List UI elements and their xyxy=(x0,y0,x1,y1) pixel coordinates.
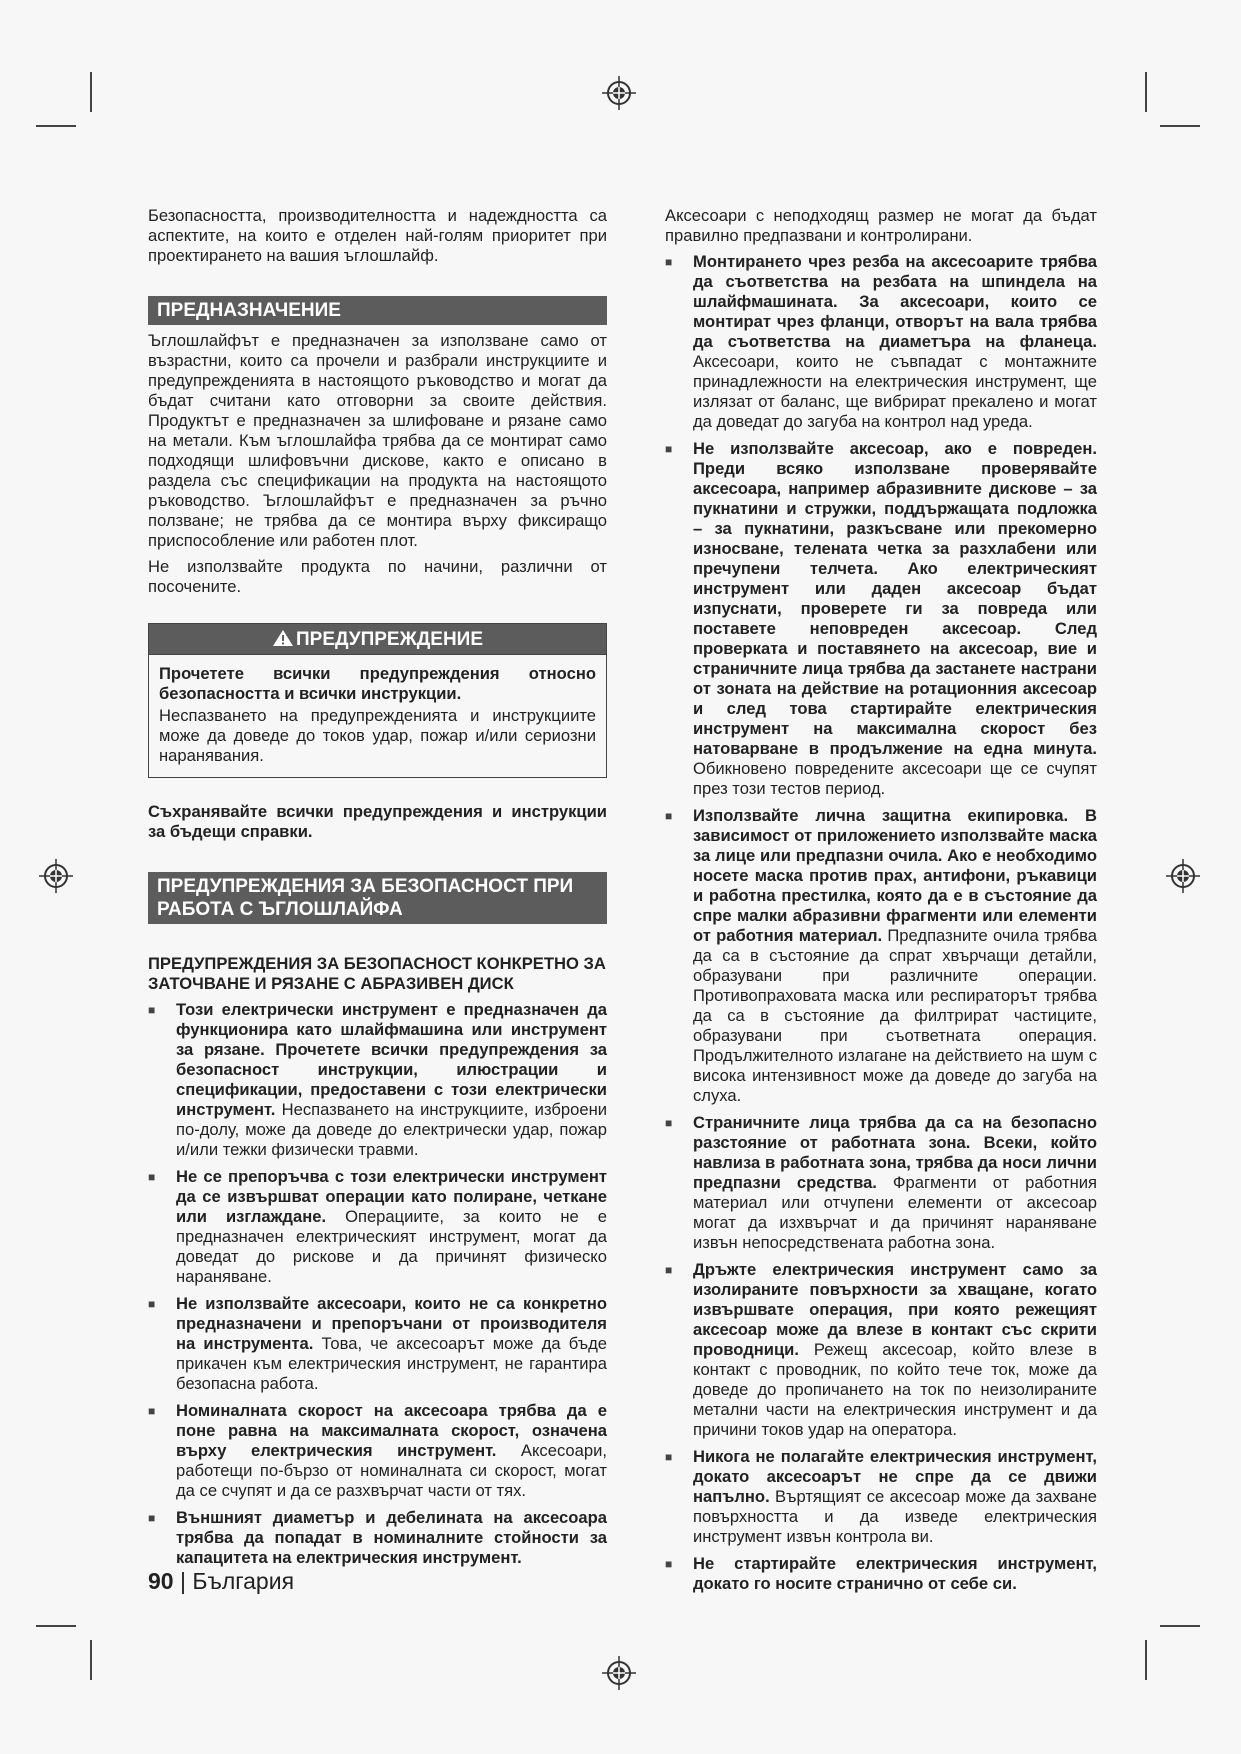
crop-mark xyxy=(36,1625,76,1627)
list-item: ■ Страничните лица трябва да са на безопасно разстояние от работната зона. Всеки, който навлиза в работната зона, трябва да носи лични предпазни средства. Фрагменти от работния материал или отчупени елементи от аксесоар могат да изхвърчат и да причинят нараняване извън непосредствената работна зона. xyxy=(665,1113,1097,1253)
crop-mark xyxy=(90,72,92,112)
list-item: ■ Никога не полагайте електрическия инструмент, докато аксесоарът не спре да се движи напълно. Въртящият се аксесоар може да захване повърхността и да изведе електрическия инструмент извън контрола ви. xyxy=(665,1447,1097,1547)
list-item: ■ Използвайте лична защитна екипировка. В зависимост от приложението използвайте маска за лице или предпазни очила. Ако е необходимо носете маска против прах, антифони, ръкавици и работна престилка, която да е в състояние да спре малки абразивни фрагменти или елементи от работния материал. Предпазните очила трябва да са в състояние да спрат хвърчащи детайли, образувани при различните операции. Противопраховата маска или респираторът трябва да са в състояние да филтрират частиците, образувани при съответната операция. Продължителното излагане на действието на шум с висока интензивност може да доведе до загуба на слуха. xyxy=(665,806,1097,1106)
crop-mark xyxy=(1160,1625,1200,1627)
crop-mark xyxy=(1145,72,1147,112)
list-item: ■ Монтирането чрез резба на аксесоарите трябва да съответства на резбата на шпиндела на шлайфмашината. За аксесоари, които се монтират чрез фланци, отворът на вала трябва да съответства на диаметъра на фланеца. Аксесоари, които не съвпадат с монтажните принадлежности на електрическия инструмент, ще излязат от баланс, ще вибрират прекалено и могат да доведат до загуба на контрол над уреда. xyxy=(665,252,1097,432)
list-item: ■ Не стартирайте електрическия инструмент, докато го носите странично от себе си. xyxy=(665,1554,1097,1594)
left-bullet-list xyxy=(148,1000,607,1568)
list-item: ■ Не се препоръчва с този електрически инструмент да се извършват операции като полиране, четкане или изглаждане. Операциите, за които не е предназначен електрическият инструмент, могат да доведат до рискове и да причинят физическо нараняване. xyxy=(148,1167,607,1287)
purpose-paragraph: Ъглошлайфът е предназначен за използване само от възрастни, които са прочели и разбрали инструкциите и предупрежденията в настоящото ръководство и могат да бъдат считани като отговорни за своите действия. Продуктът е предназначен за шлифоване и рязане само на метали. Към ъглошлайфа трябва да се монтират само подходящи шлифовъчни дискове, както е описано в раздела със спецификации на продукта на настоящото ръководство. Ъглошлайфът е предназначен за ръчно ползване; не трябва да се монтира върху фиксиращо приспособление или работен плот. xyxy=(148,331,607,550)
crop-mark xyxy=(36,125,76,127)
warning-triangle-icon xyxy=(272,629,294,647)
list-item: ■ Дръжте електрическия инструмент само за изолираните повърхности за хващане, когато извършвате операция, при която режещият аксесоар може да влезе в контакт със скрити проводници. Режещ аксесоар, който влезе в контакт с проводник, по който тече ток, може да доведе до пропичането на ток по неизолираните метални части на електрическия инструмент и да причини токов удар на оператора. xyxy=(665,1260,1097,1440)
left-column xyxy=(148,206,607,1575)
warning-text: Неспазването на предупрежденията и инструкциите може да доведе до токов удар, пожар и/или сериозни наранявания. xyxy=(159,706,596,765)
warning-header xyxy=(149,624,606,655)
right-column xyxy=(665,206,1097,1601)
right-bullet-list xyxy=(665,252,1097,1594)
page-number: 90 xyxy=(148,1568,174,1594)
list-item: ■ Не използвайте аксесоари, които не са конкретно предназначени и препоръчани от производителя на инструмента. Това, че аксесоарът може да бъде прикачен към електрическия инструмент, не гарантира безопасна работа. xyxy=(148,1294,607,1394)
keep-instructions-text: Съхранявайте всички предупреждения и инструкции за бъдещи справки. xyxy=(148,802,607,841)
list-item: ■ Номиналната скорост на аксесоара трябва да е поне равна на максималната скорост, означена върху електрическия инструмент. Аксесоари, работещи по-бързо от номиналната си скорост, могат да се счупят и да се разхвърчат части от тях. xyxy=(148,1401,607,1501)
registration-mark-icon xyxy=(39,859,73,893)
crop-mark xyxy=(90,1640,92,1680)
footer-separator: | xyxy=(173,1568,193,1594)
continued-paragraph: Аксесоари с неподходящ размер не могат да бъдат правилно предпазвани и контролирани. xyxy=(665,206,1097,245)
warning-bold-text: Прочетете всички предупреждения относно безопасността и всички инструкции. xyxy=(159,664,596,703)
purpose-paragraph-2: Не използвайте продукта по начини, различни от посочените. xyxy=(148,557,607,596)
page-footer xyxy=(148,1568,294,1595)
footer-country: България xyxy=(192,1568,295,1594)
purpose-heading: ПРЕДНАЗНАЧЕНИЕ xyxy=(148,296,607,325)
specific-safety-subheading: ПРЕДУПРЕЖДЕНИЯ ЗА БЕЗОПАСНОСТ КОНКРЕТНО ЗА ЗАТОЧВАНЕ И РЯЗАНЕ С АБРАЗИВЕН ДИСК xyxy=(148,954,606,993)
registration-mark-icon xyxy=(602,1656,636,1690)
crop-mark xyxy=(1145,1640,1147,1680)
intro-paragraph: Безопасността, производителността и надеждността са аспектите, на които е отделен най-голям приоритет при проектирането на вашия ъглошлайф. xyxy=(148,206,607,265)
warning-box xyxy=(148,623,607,778)
crop-mark xyxy=(1160,125,1200,127)
registration-mark-icon xyxy=(1166,859,1200,893)
safety-heading: ПРЕДУПРЕЖДЕНИЯ ЗА БЕЗОПАСНОСТ ПРИ РАБОТА С ЪГЛОШЛАЙФА xyxy=(148,872,607,924)
list-item: ■ Този електрически инструмент е предназначен да функционира като шлайфмашина или инструмент за рязане. Прочетете всички предупреждения за безопасност инструкции, илюстрации и спецификации, предоставени с този електрически инструмент. Неспазването на инструкциите, изброени по-долу, може да доведе до електрически удар, пожар и/или тежки физически травми. xyxy=(148,1000,607,1160)
warning-body xyxy=(149,655,606,777)
warning-title: ПРЕДУПРЕЖДЕНИЕ xyxy=(295,629,484,650)
list-item: ■ Външният диаметър и дебелината на аксесоара трябва да попадат в номиналните стойности за капацитета на електрическия инструмент. xyxy=(148,1508,607,1568)
list-item: ■ Не използвайте аксесоар, ако е повреден. Преди всяко използване проверявайте аксесоара, например абразивните дискове – за пукнатини и стружки, поддържащата подложка – за пукнатини, разкъсване или прекомерно износване, телената четка за разхлабени или пречупени телчета. Ако електрическият инструмент или даден аксесоар бъдат изпуснати, проверете ги за повреда или поставете неповреден аксесоар. След проверката и поставянето на аксесоар, вие и страничните лица трябва да застанете настрани от зоната на действие на ротационния аксесоар и след това стартирайте електрическия инструмент на максимална скорост без натоварване в продължение на една минута. Обикновено повредените аксесоари ще се счупят през този тестов период. xyxy=(665,439,1097,799)
registration-mark-icon xyxy=(602,76,636,110)
